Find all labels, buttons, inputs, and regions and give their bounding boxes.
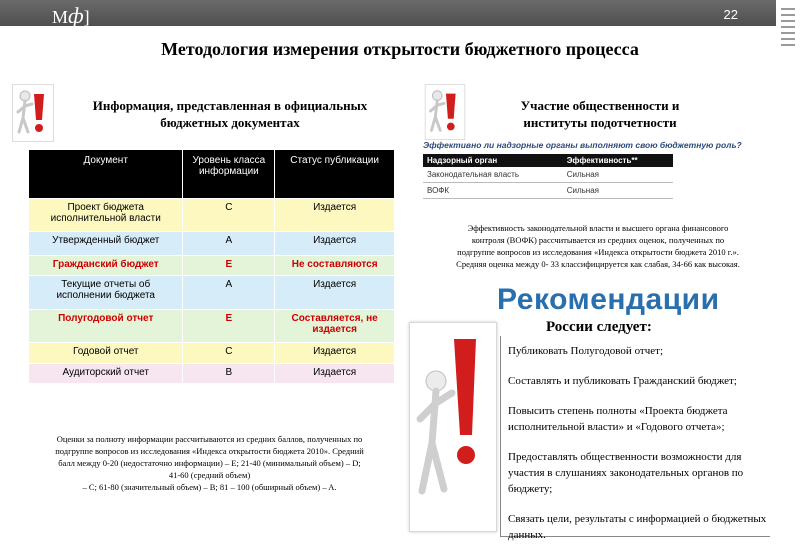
status-cell: Издается [275,232,395,256]
logo [52,3,90,29]
exclamation-figure-icon [410,323,496,531]
column-header: Уровень класса информации [183,150,275,199]
oversight-table [423,154,673,199]
table-header-row [29,150,395,199]
status-cell: Не составляются [275,256,395,276]
doc-cell: Проект бюджета исполнительной власти [29,199,183,232]
recommendations-title: Рекомендации [497,283,720,316]
table-row [29,343,395,364]
level-cell: C [183,343,275,364]
documents-table [28,149,395,384]
body-cell: Законодательная власть [423,167,563,183]
recommendations-list [500,336,770,541]
oversight-table-block [421,140,789,199]
oversight-row [423,167,673,183]
recommendation-item: Предоставлять общественности возможности для участия в слушаниях законодательных органов по бюджету; [508,451,744,495]
level-cell: E [183,256,275,276]
footnote-line: Оценки за полноту информации рассчитываются из средних баллов, полученных по [56,434,363,444]
rail-tick [781,26,795,28]
logo-letter: М [52,7,69,27]
doc-cell: Полугодовой отчет [29,310,183,343]
effectiveness-note [420,222,776,270]
footnote-line: – C; 61-80 (значительный объем) – B; 81 – 100 (обширный объем) – A. [82,482,337,492]
rail-tick [781,20,795,22]
left-heading-line: бюджетных документах [160,115,300,130]
doc-cell: Гражданский бюджет [29,256,183,276]
footnote-line: 41-60 (средний объем) [168,470,251,480]
eff-note-line: Эффективность законодательной власти и высшего органа финансового [467,223,729,233]
recommendations-subtitle: России следует: [546,319,652,335]
left-footnote [22,433,397,493]
level-cell: C [183,199,275,232]
body-cell: ВОФК [423,183,563,199]
logo-tail: ] [83,7,90,27]
figure-illustration [409,322,497,532]
eff-note-line: контроля (ВОФК) рассчитывается из средних оценок, полученных по [471,235,725,245]
status-cell: Издается [275,276,395,310]
column-header: Статус публикации [275,150,395,199]
right-heading-line: институты подотчетности [523,115,677,130]
status-cell: Издается [275,364,395,384]
left-section-heading [60,97,400,131]
table-row [29,256,395,276]
eff-note-line: подгруппе вопросов из исследования «Индекса открытости бюджета 2010 г.». [457,247,739,257]
oversight-row [423,183,673,199]
column-header: Надзорный орган [423,154,563,167]
footnote-line: подгруппе вопросов из исследования «Индекса открытости бюджета 2010». Средний [55,446,364,456]
page-title: Методология измерения открытости бюджетного процесса [161,39,639,59]
level-cell: A [183,276,275,310]
column-header: Документ [29,150,183,199]
left-heading-line: Информация, представленная в официальных [92,98,368,113]
eff-cell: Сильная [563,167,673,183]
rail-tick [781,8,795,10]
status-cell: Составляется, не издается [275,310,395,343]
doc-cell: Текущие отчеты об исполнении бюджета [29,276,183,310]
recommendation-item: Повысить степень полноты «Проекта бюджета исполнительной власти» и «Годового отчета»; [508,405,728,433]
eff-cell: Сильная [563,183,673,199]
status-cell: Издается [275,343,395,364]
doc-cell: Аудиторский отчет [29,364,183,384]
recommendation-item: Публиковать Полугодовой отчет; [508,345,664,357]
doc-cell: Годовой отчет [29,343,183,364]
recommendation-item: Составлять и публиковать Гражданский бюджет; [508,375,737,387]
status-cell: Издается [275,199,395,232]
header-bar [0,0,776,26]
table-row [29,310,395,343]
right-heading-line: Участие общественности и [520,98,680,113]
side-rail [776,0,800,553]
rail-tick [781,14,795,16]
logo-fi: ф [68,3,84,28]
rail-tick [781,32,795,34]
level-cell: B [183,364,275,384]
eff-note-line: Средняя оценка между 0- 33 классифицируется как слабая, 34-66 как высокая. [456,259,740,269]
oversight-question: Эффективно ли надзорные органы выполняют свою бюджетную роль? [423,140,742,150]
oversight-header-row [423,154,673,167]
level-cell: E [183,310,275,343]
column-header: Эффективность** [563,154,673,167]
footnote-line: балл между 0-20 (недостаточно информации) – E; 21-40 (минимальный объем) – D; [58,458,361,468]
table-row [29,232,395,256]
doc-cell: Утвержденный бюджет [29,232,183,256]
table-row [29,199,395,232]
exclamation-icon [424,84,466,140]
recommendation-item: Связать цели, результаты с информацией о бюджетных данных. [508,513,767,541]
level-cell: A [183,232,275,256]
table-row [29,276,395,310]
table-row [29,364,395,384]
right-section-heading [470,97,730,131]
page-number: 22 [723,7,738,22]
exclamation-icon [12,84,54,142]
